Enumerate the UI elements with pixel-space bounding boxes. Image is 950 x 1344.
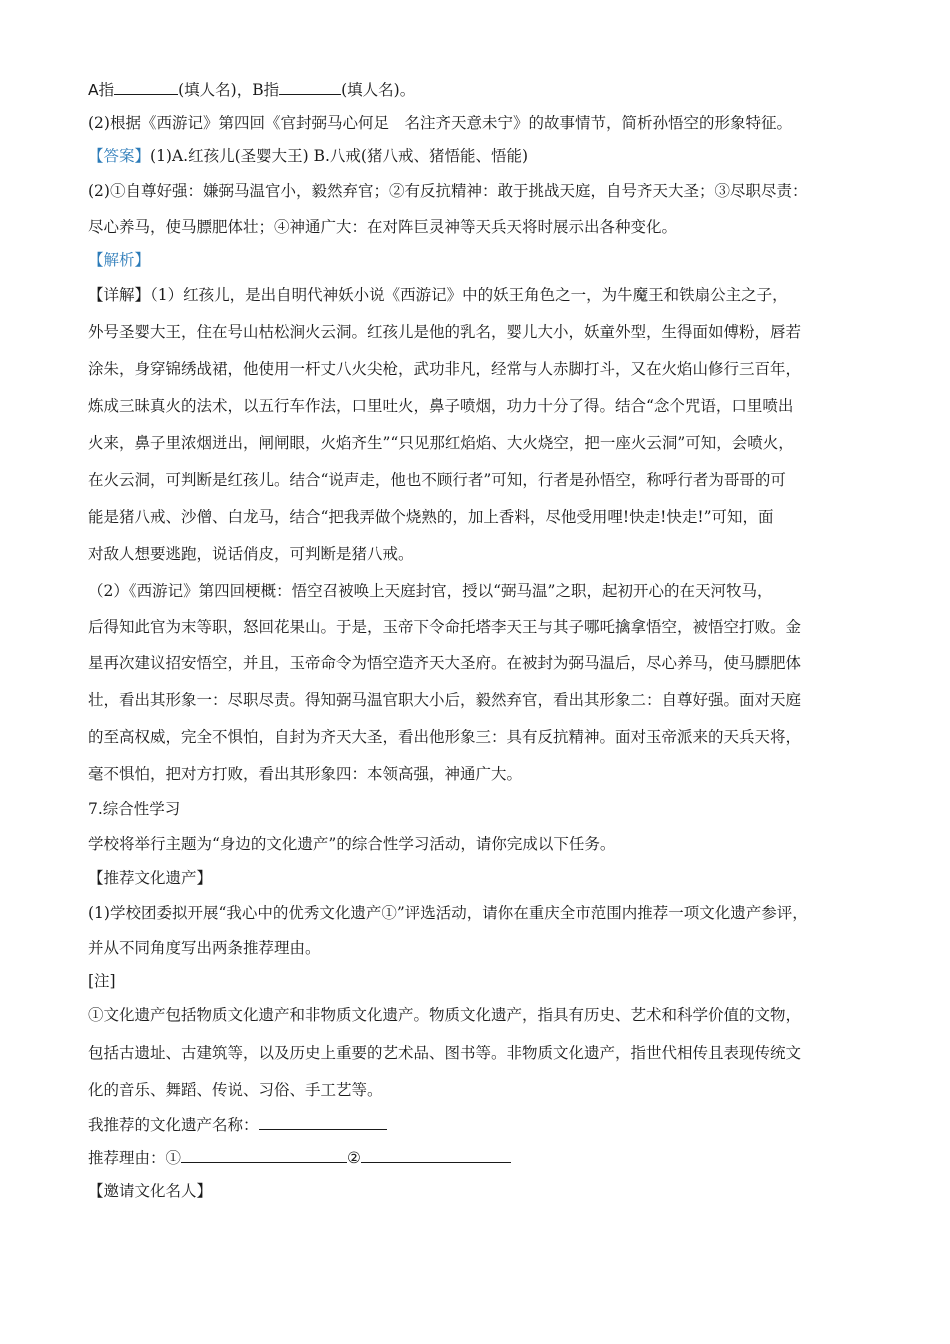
a-prefix: A指: [88, 81, 115, 99]
b-suffix: (填人名)。: [341, 81, 416, 99]
note-line: ①文化遗产包括物质文化遗产和非物质文化遗产。物质文化遗产，指具有历史、艺术和科学价值的文物，: [88, 1006, 802, 1024]
detail-line: 毫不惧怕，把对方打败，看出其形象四：本领高强，神通广大。: [88, 765, 523, 783]
detail-line: 的至高权威，完全不惧怕，自封为齐天大圣，看出他形象三：具有反抗精神。面对玉帝派来的天兵天将，: [88, 728, 802, 746]
answer-line-1: [88, 145, 528, 167]
detail-line: 壮，看出其形象一：尽职尽责。得知弼马温官职大小后，毅然弃官，看出其形象二：自尊好强。面对天庭: [88, 691, 802, 709]
detail-line: 后得知此官为末等职，怒回花果山。于是，玉帝下令命托塔李天王与其子哪吒擒拿悟空，被悟空打败。金: [88, 618, 802, 636]
reason-line: [88, 1147, 511, 1169]
task-line: (1)学校团委拟开展“我心中的优秀文化遗产①”评选活动，请你在重庆全市范围内推荐一项文化遗产参评，: [88, 904, 808, 922]
detail-line: 火来，鼻子里浓烟迸出，闸闸眼，火焰齐生”“只见那红焰焰、大火烧空，把一座火云洞”可知，会喷火，: [88, 434, 794, 452]
detail-line: 对敌人想要逃跑，说话俏皮，可判断是猪八戒。: [88, 545, 414, 563]
question-7-heading: 7.综合性学习: [88, 800, 181, 818]
detail-line: 能是猪八戒、沙僧、白龙马，结合“把我弄做个烧熟的，加上香料，尽他受用哩!快走!快走!”可知，面: [88, 508, 774, 526]
a-suffix: (填人名)，B指: [178, 81, 280, 99]
heritage-name-blank: [259, 1114, 387, 1130]
reason-1-blank: [181, 1147, 347, 1163]
question-part-2: (2)根据《西游记》第四回《官封弼马心何足 名注齐天意未宁》的故事情节，简析孙悟空的形象特征。: [88, 114, 792, 132]
detail-line: 星再次建议招安悟空，并且，玉帝命令为悟空造齐天大圣府。在被封为弼马温后，尽心养马，使马膘肥体: [88, 654, 802, 672]
fill-blank-line: [88, 79, 415, 101]
detail-line: 在火云洞，可判断是红孩儿。结合“说声走，他也不顾行者”可知，行者是孙悟空，称呼行者为哥哥的可: [88, 471, 786, 489]
note-line: 包括古遗址、古建筑等，以及历史上重要的艺术品、图书等。非物质文化遗产，指世代相传且表现传统文: [88, 1044, 802, 1062]
heritage-name-prompt: 我推荐的文化遗产名称：: [88, 1116, 259, 1134]
note-line: 化的音乐、舞蹈、传说、习俗、手工艺等。: [88, 1081, 383, 1099]
detail-line: 涂朱，身穿锦绣战裙，他使用一杆丈八火尖枪，武功非凡，经常与人赤脚打斗，又在火焰山修行三百年，: [88, 360, 802, 378]
reason-prompt: 推荐理由：①: [88, 1149, 182, 1167]
answer-tag: 【答案】: [88, 147, 151, 165]
reason-2-blank: [361, 1147, 511, 1163]
note-label: [注]: [88, 972, 116, 990]
answer-part-2-line: (2)①自尊好强：嫌弼马温官小，毅然弃官；②有反抗精神：敢于挑战天庭，自号齐天大圣；③尽职尽责：: [88, 182, 808, 200]
answer-part-2-line: 尽心养马，使马膘肥体壮；④神通广大：在对阵巨灵神等天兵天将时展示出各种变化。: [88, 218, 678, 236]
detail-line: 炼成三昧真火的法术，以五行车作法，口里吐火，鼻子喷烟，功力十分了得。结合“念个咒语，口里喷出: [88, 397, 794, 415]
heritage-name-line: [88, 1114, 387, 1136]
reason-2-marker: ②: [347, 1149, 361, 1167]
analysis-tag: 【解析】: [88, 251, 151, 269]
blank-a: [114, 79, 178, 95]
blank-b: [279, 79, 341, 95]
task-line: 并从不同角度写出两条推荐理由。: [88, 939, 321, 957]
detail-line: （2）《西游记》第四回梗概：悟空召被唤上天庭封官，授以“弼马温”之职，起初开心的在天河牧马，: [88, 582, 773, 600]
answer-part-1: (1)A.红孩儿(圣婴大王) B.八戒(猪八戒、猪悟能、悟能): [150, 147, 529, 165]
question-7-intro: 学校将举行主题为“身边的文化遗产”的综合性学习活动，请你完成以下任务。: [88, 835, 616, 853]
section-heading-invite: 【邀请文化名人】: [88, 1182, 213, 1200]
detail-line: 外号圣婴大王，住在号山枯松涧火云洞。红孩儿是他的乳名，婴儿大小，妖童外型，生得面如傅粉，唇若: [88, 323, 802, 341]
section-heading-recommend: 【推荐文化遗产】: [88, 869, 213, 887]
detail-line: 【详解】（1）红孩儿，是出自明代神妖小说《西游记》中的妖王角色之一，为牛魔王和铁扇公主之子，: [88, 286, 788, 304]
